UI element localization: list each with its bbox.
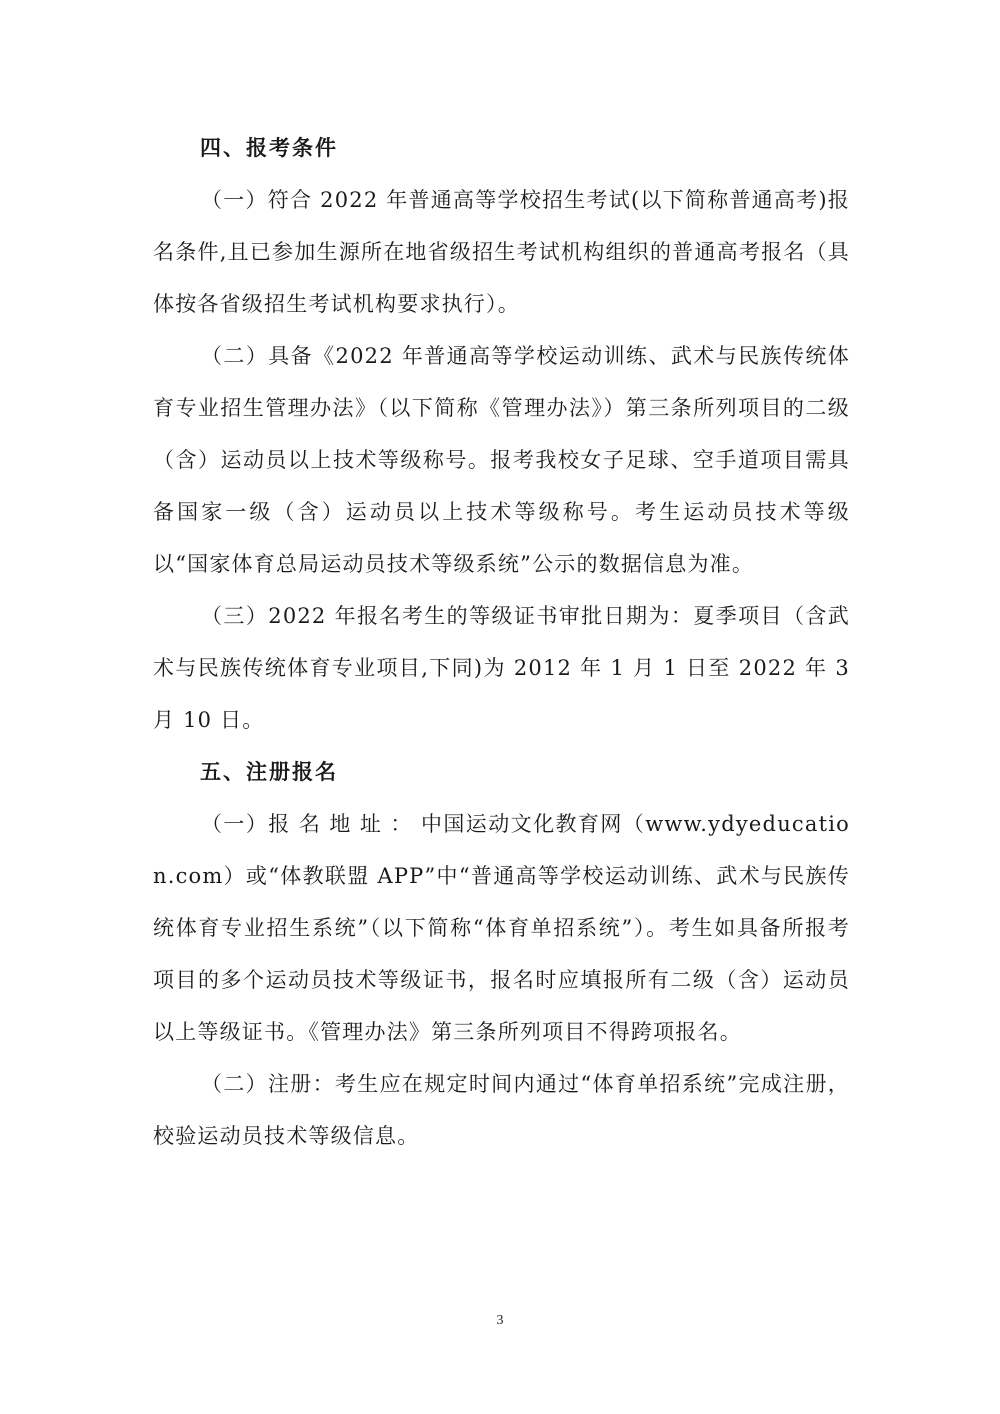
paragraph-eligibility-1: （一）符合 2022 年普通高等学校招生考试(以下简称普通高考)报名条件,且已参加生源所在地省级招生考试机构组织的普通高考报名（具体按各省级招生考试机构要求执行）。 [153, 188, 850, 316]
paragraph-eligibility-3: （三）2022 年报名考生的等级证书审批日期为：夏季项目（含武术与民族传统体育专业项目,下同)为 2012 年 1 月 1 日至 2022 年 3 月 10 日。 [153, 604, 850, 732]
paragraph-registration-2: （二）注册：考生应在规定时间内通过“体育单招系统”完成注册，校验运动员技术等级信息。 [153, 1072, 850, 1148]
paragraph-registration-1: （一）报 名 地 址 ： 中国运动文化教育网（www.ydyeducation.com）或“体教联盟 APP”中“普通高等学校运动训练、武术与民族传统体育专业招生系统”（以下简称“体育单招系统”）。考生如具备所报考项目的多个运动员技术等级证书，报名时应填报所有二级（含）运动员以上等级证书。《管理办法》第三条所列项目不得跨项报名。 [153, 812, 850, 1044]
section-heading-eligibility: 四、报考条件 [200, 136, 338, 160]
section-heading-registration: 五、注册报名 [200, 760, 338, 784]
page-number: 3 [496, 1313, 504, 1328]
paragraph-eligibility-2: （二）具备《2022 年普通高等学校运动训练、武术与民族传统体育专业招生管理办法》（以下简称《管理办法》）第三条所列项目的二级（含）运动员以上技术等级称号。报考我校女子足球、空手道项目需具备国家一级（含）运动员以上技术等级称号。考生运动员技术等级以“国家体育总局运动员技术等级系统”公示的数据信息为准。 [153, 344, 850, 576]
document-body [153, 122, 850, 1162]
